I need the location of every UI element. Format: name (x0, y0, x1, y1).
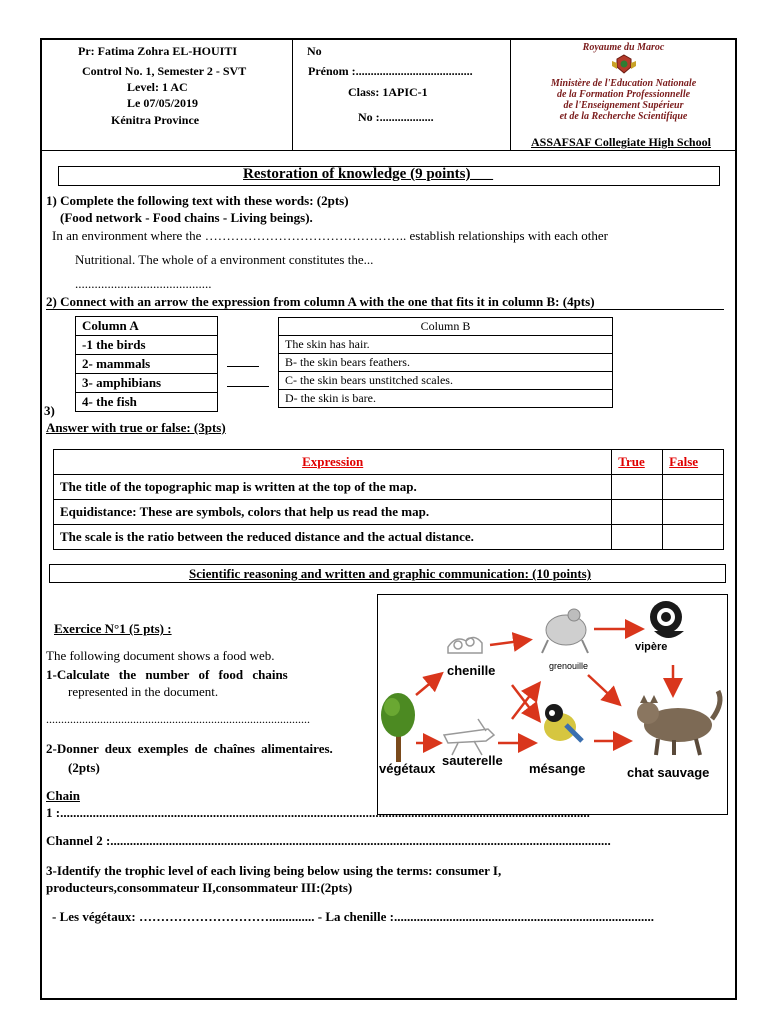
column-b-header: Column B (279, 318, 613, 336)
column-a-header: Column A (76, 317, 218, 336)
tf-statement: The scale is the ratio between the reduced distance and the actual distance. (54, 525, 612, 550)
true-cell[interactable] (612, 475, 663, 500)
q3-identify: 3-Identify the trophic level of each living being below using the terms: consumer I, (46, 863, 502, 878)
q3-identify-cont: producteurs,consommateur II,consommateur III:(2pts) (46, 880, 353, 895)
connect-line-1 (227, 366, 259, 367)
header-col-divider-2 (510, 38, 511, 150)
q1-line1: In an environment where the ……………………………………….. establish relationships with each other (52, 228, 609, 243)
chain-label: Chain (46, 788, 80, 803)
column-a-item: 3- amphibians (76, 374, 218, 393)
student-number: No :.................. (358, 110, 434, 124)
ministry-kingdom: Royaume du Maroc (582, 42, 665, 53)
q2-points: (2pts) (68, 760, 100, 775)
ministry-line-5: et de la Recherche Scientifique (559, 111, 688, 122)
true-cell[interactable] (612, 500, 663, 525)
ministry-line-4: de l'Enseignement Supérieur (563, 100, 684, 111)
teacher-name: Pr: Fatima Zohra EL-HOUITI (78, 44, 237, 58)
q1-calc: 1-Calculate the number of food chains (46, 667, 288, 682)
connect-line-2 (227, 386, 269, 387)
school-name: ASSAFSAF Collegiate High School (531, 135, 711, 149)
q1-line2: Nutritional. The whole of a environment constitutes the... (75, 252, 374, 267)
part1-title: Restoration of knowledge (9 points)___ (243, 166, 493, 182)
no-label: No (307, 44, 322, 58)
false-header: False (663, 450, 724, 475)
column-a-item: -1 the birds (76, 336, 218, 355)
ministry-line-3: de la Formation Professionnelle (556, 89, 691, 100)
q1-words: (Food network - Food chains - Living beings). (60, 210, 313, 225)
tf-statement: Equidistance: These are symbols, colors that help us read the map. (54, 500, 612, 525)
true-cell[interactable] (612, 525, 663, 550)
expression-header: Expression (54, 450, 612, 475)
false-cell[interactable] (663, 475, 724, 500)
q1-line3: .......................................... (75, 276, 212, 291)
label-mesange: mésange (529, 761, 586, 776)
ministry-block (516, 42, 731, 122)
province: Kénitra Province (111, 113, 200, 127)
exercise-intro: The following document shows a food web. (46, 648, 275, 663)
true-false-table (53, 449, 724, 550)
label-grenouille: grenouille (549, 661, 589, 671)
q2-title: 2) Connect with an arrow the expression from column A with the one that fits it in column B: (4pts) (46, 294, 595, 309)
column-b-item: C- the skin bears unstitched scales. (279, 372, 613, 390)
column-a-item: 4- the fish (76, 393, 218, 412)
ministry-line-2: Ministère de l'Education Nationale (550, 78, 697, 89)
prenom-field: Prénom :....................................... (308, 64, 473, 78)
q1-title: 1) Complete the following text with these words: (2pts) (46, 193, 349, 208)
q2-underline (46, 309, 724, 310)
q1-answer-dots: ........................................................................................ (46, 712, 310, 726)
column-b-item: The skin has hair. (279, 336, 613, 354)
column-b-item: B- the skin bears feathers. (279, 354, 613, 372)
date: Le 07/05/2019 (127, 96, 198, 110)
channel-2-line: Channel 2 :.......................................................................................................................................................... (46, 833, 611, 848)
frog-icon (542, 609, 588, 653)
q3-number: 3) (44, 403, 55, 418)
snake-icon (650, 601, 684, 638)
true-header: True (612, 450, 663, 475)
label-sauterelle: sauterelle (442, 753, 503, 768)
false-cell[interactable] (663, 500, 724, 525)
level: Level: 1 AC (127, 80, 188, 94)
wildcat-icon (637, 691, 720, 755)
grasshopper-icon (444, 719, 494, 755)
part2-title: Scientific reasoning and written and graphic communication: (10 points) (189, 566, 592, 581)
column-b-table (278, 317, 613, 408)
tit-bird-icon (544, 704, 582, 741)
column-a-item: 2- mammals (76, 355, 218, 374)
q2-examples: 2-Donner deux exemples de chaînes alimentaires. (46, 741, 333, 756)
q1-calc-cont: represented in the document. (68, 684, 219, 699)
column-b-item: D- the skin is bare. (279, 390, 613, 408)
q3-title: Answer with true or false: (3pts) (46, 420, 226, 435)
q3-answer-line: - Les végétaux: ………………………….............. - La chenille :................................................................................ (52, 909, 654, 924)
control-title: Control No. 1, Semester 2 - SVT (82, 64, 247, 78)
chain-1-line: 1 :................................................................................................................................................................... (46, 805, 590, 820)
header-divider (40, 150, 737, 151)
tf-statement: The title of the topographic map is written at the top of the map. (54, 475, 612, 500)
class-label: Class: 1APIC-1 (348, 85, 428, 99)
exercise-title: Exercice N°1 (5 pts) : (54, 621, 172, 636)
header-col-divider-1 (292, 38, 293, 150)
food-web-figure (377, 594, 728, 815)
caterpillar-icon (448, 637, 482, 653)
false-cell[interactable] (663, 525, 724, 550)
label-chenille: chenille (447, 663, 496, 678)
tree-icon (381, 693, 415, 762)
label-vipere: vipère (635, 641, 668, 653)
food-web-diagram (378, 595, 727, 814)
label-chat-sauvage: chat sauvage (627, 765, 710, 780)
coat-of-arms-icon (609, 53, 639, 75)
column-a-table (75, 316, 218, 412)
label-vegetaux: végétaux (379, 761, 436, 776)
